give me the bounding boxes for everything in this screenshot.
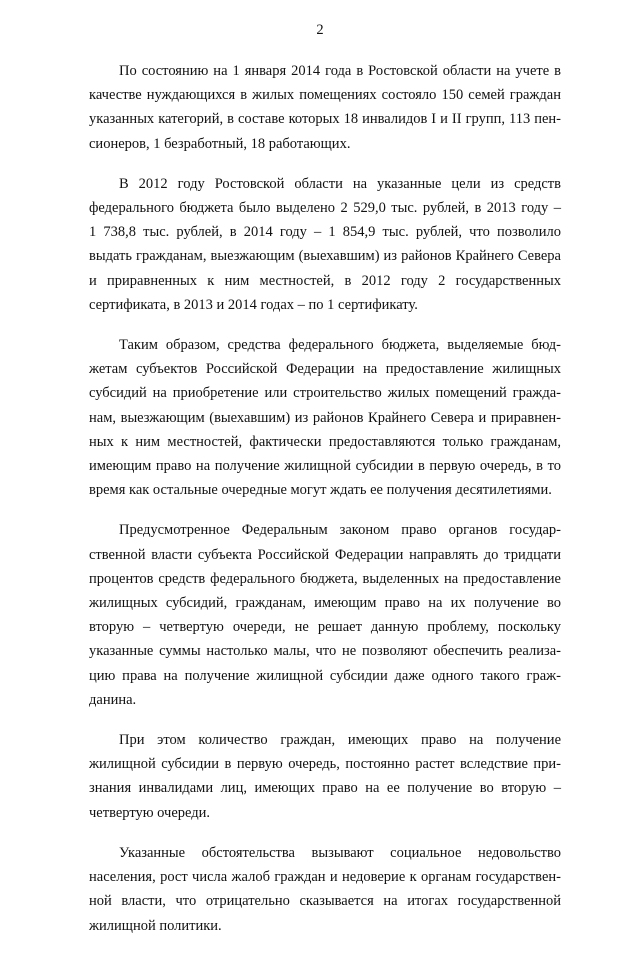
paragraph-5: При этом количество граждан, имеющих право на получение жилищной субсидии в первую очередь, постоянно растет вследствие признания инвалидами лиц, имеющих право на ее получение во вторую – четвертую очереди.	[89, 732, 561, 821]
paragraph-1: По состоянию на 1 января 2014 года в Ростовской области на учете в качестве нуждающихся в жилых помещениях состояло 150 семей граждан указанных категорий, в составе которых 18 инвалидов I и II групп, 113 пенсионеров, 1 безработный, 18 работающих.	[89, 63, 561, 152]
paragraph-3: Таким образом, средства федерального бюджета, выделяемые бюджетам субъектов Российской Федерации на предоставление жилищных субсидий на приобретение или строительство жилых помещений гражданам, выезжающим (выехавшим) из районов Крайнего Севера и приравненных к ним местностей, фактически предоставляются только гражданам, имеющим право на получение жилищной субсидии в первую очередь, в то время как остальные очередные могут ждать ее получения десятилетиями.	[89, 337, 561, 499]
paragraph-6: Указанные обстоятельства вызывают социальное недовольство населения, рост числа жалоб граждан и недоверие к органам государственной власти, что отрицательно сказывается на итогах государственной жилищной политики.	[89, 844, 561, 934]
paragraph-4: Предусмотренное Федеральным законом право органов государственной власти субъекта Российской Федерации направлять до тридцати процентов средств федерального бюджета, выделенных на предоставление жилищных субсидий, гражданам, имеющим право на их получение во вторую – четвертую очереди, не решает данную проблему, поскольку указанные суммы настолько малы, что не позволяют обеспечить реализацию права на получение жилищной субсидии даже одного такого гражданина.	[89, 522, 561, 708]
document-body	[89, 59, 561, 954]
paragraph-2: В 2012 году Ростовской области на указанные цели из средств федерального бюджета было выделено 2 529,0 тыс. рублей, в 2013 году – 1 738,8 тыс. рублей, в 2014 году – 1 854,9 тыс. рублей, что позволило выдать гражданам, выезжающим (выехавшим) из районов Крайнего Севера и приравненных к ним местностей, в 2012 году 2 государственных сертификата, в 2013 и 2014 годах – по 1 сертификату.	[89, 175, 561, 313]
page-number: 2	[316, 22, 324, 38]
